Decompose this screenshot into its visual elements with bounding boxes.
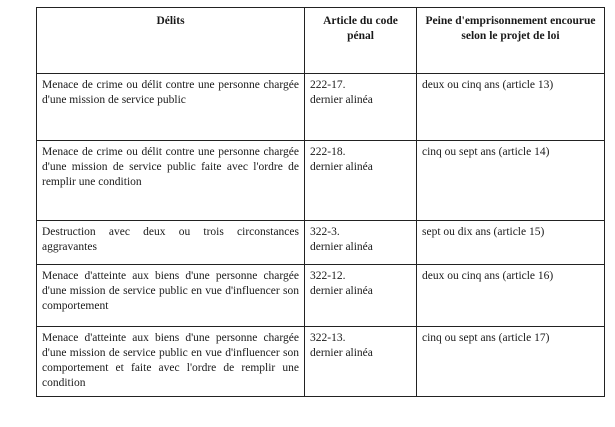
article-cell <box>305 141 417 221</box>
article-detail: dernier alinéa <box>310 161 373 173</box>
peine-cell: deux ou cinq ans (article 13) <box>417 74 605 141</box>
article-detail: dernier alinéa <box>310 285 373 297</box>
article-number: 322-3. <box>310 226 340 238</box>
article-number: 322-12. <box>310 270 346 282</box>
table-row <box>37 221 605 265</box>
table-header-row <box>37 8 605 74</box>
table-row <box>37 141 605 221</box>
article-detail: dernier alinéa <box>310 241 373 253</box>
table-row <box>37 74 605 141</box>
article-number: 222-18. <box>310 146 346 158</box>
peine-cell: cinq ou sept ans (article 17) <box>417 327 605 397</box>
article-cell <box>305 265 417 327</box>
article-cell <box>305 327 417 397</box>
article-detail: dernier alinéa <box>310 94 373 106</box>
penalty-table <box>36 7 605 397</box>
delit-cell: Menace de crime ou délit contre une personne chargée d'une mission de service public faite avec l'ordre de remplir une condition <box>37 141 305 221</box>
delit-cell: Destruction avec deux ou trois circonstances aggravantes <box>37 221 305 265</box>
delit-cell: Menace de crime ou délit contre une personne chargée d'une mission de service public <box>37 74 305 141</box>
delit-cell: Menace d'atteinte aux biens d'une personne chargée d'une mission de service public en vue d'influencer son comportement <box>37 265 305 327</box>
table-row <box>37 327 605 397</box>
article-number: 322-13. <box>310 332 346 344</box>
article-cell <box>305 74 417 141</box>
header-peine: Peine d'emprisonnement encourue selon le projet de loi <box>417 8 605 74</box>
header-delits: Délits <box>37 8 305 74</box>
delit-cell: Menace d'atteinte aux biens d'une personne chargée d'une mission de service public en vue d'influencer son comportement et faite avec l'ordre de remplir une condition <box>37 327 305 397</box>
table-row <box>37 265 605 327</box>
article-number: 222-17. <box>310 79 346 91</box>
header-article: Article du code pénal <box>305 8 417 74</box>
peine-cell: deux ou cinq ans (article 16) <box>417 265 605 327</box>
article-cell <box>305 221 417 265</box>
peine-cell: sept ou dix ans (article 15) <box>417 221 605 265</box>
peine-cell: cinq ou sept ans (article 14) <box>417 141 605 221</box>
article-detail: dernier alinéa <box>310 347 373 359</box>
